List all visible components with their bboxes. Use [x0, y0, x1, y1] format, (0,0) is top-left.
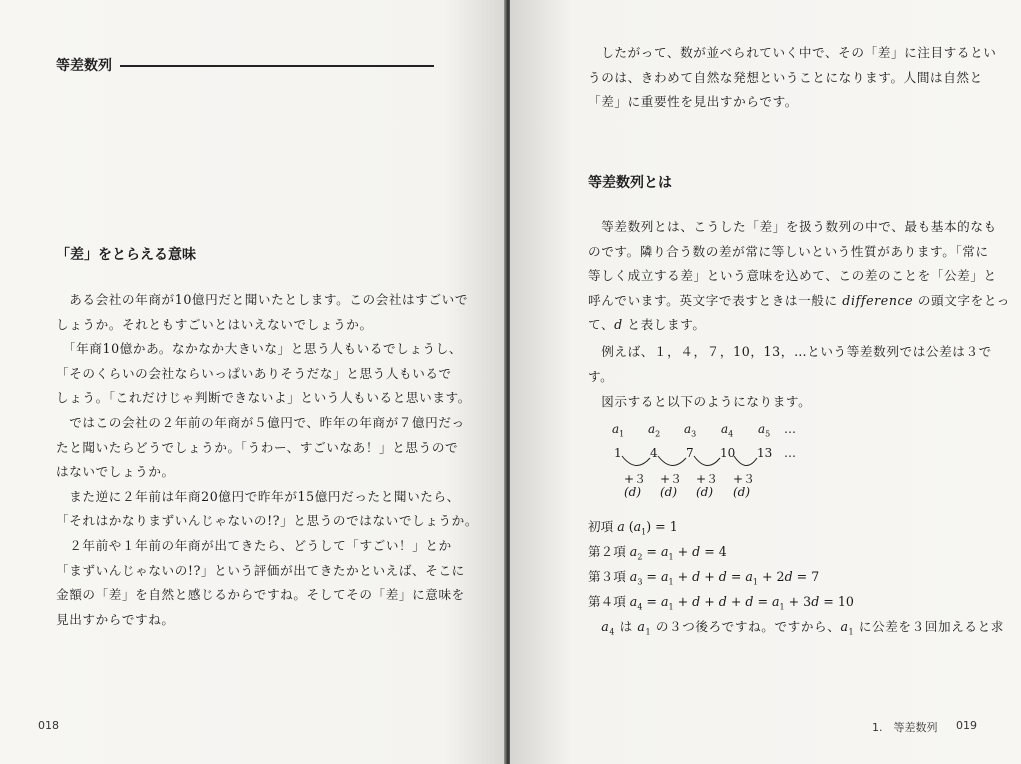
- text-line: 金額の「差」を自然と感じるからですね。そしてその「差」に意味を: [56, 587, 465, 603]
- text-line: しょう。「これだけじゃ判断できないよ」という人もいると思います。: [56, 390, 471, 406]
- term-label: $a_5$: [758, 422, 771, 439]
- diagram-intro-text: [588, 390, 811, 415]
- difference-row: [600, 470, 810, 486]
- term-label: $a_2$: [648, 422, 661, 439]
- text-line: 例えば、１，４，７，10，13，…という等差数列では公差は３で: [588, 344, 992, 359]
- difference-symbol: (d): [660, 485, 678, 499]
- formula-fourth-term: 第４項 $a_4 = a_1 + d + d + d = a_1 + 3d = 10$: [588, 594, 854, 612]
- difference-symbol: (d): [733, 485, 751, 499]
- difference-arcs: [600, 452, 810, 472]
- difference-value: +３: [660, 472, 683, 486]
- text-line: 等差数列とは、こうした「差」を扱う数列の中で、最も基本的なも: [588, 219, 997, 234]
- difference-arc: [694, 456, 720, 466]
- sequence-value: 4: [650, 446, 658, 460]
- section-heading-difference-meaning: 「差」をとらえる意味: [56, 247, 196, 263]
- term-label: $a_1$: [612, 422, 625, 439]
- sequence-value: 13: [757, 446, 773, 460]
- closing-line: $a_4$ は $a_1$ の３つ後ろですね。ですから、$a_1$ に公差を３回加えると求: [601, 619, 1004, 637]
- sequence-value: 7: [686, 446, 694, 460]
- sequence-diagram: [600, 418, 810, 508]
- difference-symbol: (d): [696, 485, 714, 499]
- text-line: また逆に２年前は年商20億円で昨年が15億円だったと聞いたら、: [56, 488, 460, 504]
- text-line: す。: [588, 368, 614, 384]
- sequence-value: 10: [720, 446, 736, 460]
- text-line: 「そのくらいの会社ならいっぱいありそうだな」と思う人もいるで: [56, 365, 452, 381]
- text-line: ２年前や１年前の年商が出てきたら、どうして「すごい！」とか: [56, 537, 452, 553]
- running-head: 1. 等差数列: [872, 721, 938, 734]
- difference-value: +３: [696, 472, 719, 486]
- chapter-title: 等差数列: [56, 58, 112, 74]
- text-line: ではこの会社の２年前の年商が５億円で、昨年の年商が７億円だっ: [56, 414, 465, 430]
- term-label-ellipsis: …: [784, 422, 796, 436]
- term-label: $a_3$: [684, 422, 697, 439]
- left-body-text: [56, 288, 478, 632]
- difference-arc: [658, 456, 686, 466]
- text-line: 図示すると以下のようになります。: [588, 394, 812, 409]
- page-number-right: 019: [956, 719, 977, 732]
- formula-first-term: 初項 a $(a_1) = 1$: [588, 519, 678, 537]
- text-line: したがって、数が並べられていく中で、その「差」に注目するとい: [588, 45, 997, 60]
- example-paragraph: [588, 340, 992, 389]
- sequence-value-ellipsis: …: [784, 446, 796, 460]
- text-line: のです。隣り合う数の差が常に等しいという性質があります。「常に: [588, 243, 989, 259]
- difference-value: +３: [624, 472, 647, 486]
- text-line: しょうか。それともすごいとはいえないでしょうか。: [56, 316, 373, 332]
- term-label-row: [600, 422, 810, 440]
- text-line: て、d と表します。: [588, 317, 706, 333]
- text-line: ある会社の年商が10億円だと聞いたとします。この会社はすごいで: [56, 292, 469, 307]
- formula-second-term: 第２項 $a_2 = a_1 + d = 4$: [588, 544, 727, 562]
- left-page: [0, 0, 506, 764]
- difference-symbol: (d): [624, 485, 642, 499]
- difference-symbol-row: [600, 485, 810, 501]
- chapter-title-rule: [120, 65, 434, 67]
- page-number-left: 018: [38, 719, 59, 732]
- term-label: $a_4$: [721, 422, 734, 439]
- definition-paragraph: [588, 215, 1010, 338]
- text-line: はないでしょうか。: [56, 464, 175, 480]
- difference-arc: [734, 456, 757, 466]
- formula-third-term: 第３項 $a_3 = a_1 + d + d = a_1 + 2d = 7$: [588, 569, 820, 587]
- text-line: 「まずいんじゃないの!?」という評価が出てきたかといえば、そこに: [56, 562, 465, 578]
- text-line: 呼んでいます。英文字で表すときは一般に difference の頭文字をとっ: [588, 292, 1010, 308]
- difference-value: +３: [733, 472, 756, 486]
- text-line: 「それはかなりまずいんじゃないの!?」と思うのではないでしょうか。: [56, 513, 479, 529]
- text-line: 見出すからですね。: [56, 611, 175, 627]
- sequence-value: 1: [614, 446, 622, 460]
- text-line: 「差」に重要性を見出すからです。: [588, 94, 798, 110]
- text-line: 等しく成立する差」という意味を込めて、この差のことを「公差」と: [588, 268, 997, 284]
- section-heading-arithmetic-sequence: 等差数列とは: [588, 175, 672, 191]
- right-intro-text: [588, 41, 997, 115]
- text-line: 「年商10億かあ。なかなか大きいな」と思う人もいるでしょうし、: [56, 341, 463, 357]
- text-line: たと聞いたらどうでしょうか。「うわー、すごいなあ！」と思うので: [56, 439, 459, 455]
- text-line: うのは、きわめて自然な発想ということになります。人間は自然と: [588, 69, 983, 85]
- difference-arc: [622, 456, 650, 466]
